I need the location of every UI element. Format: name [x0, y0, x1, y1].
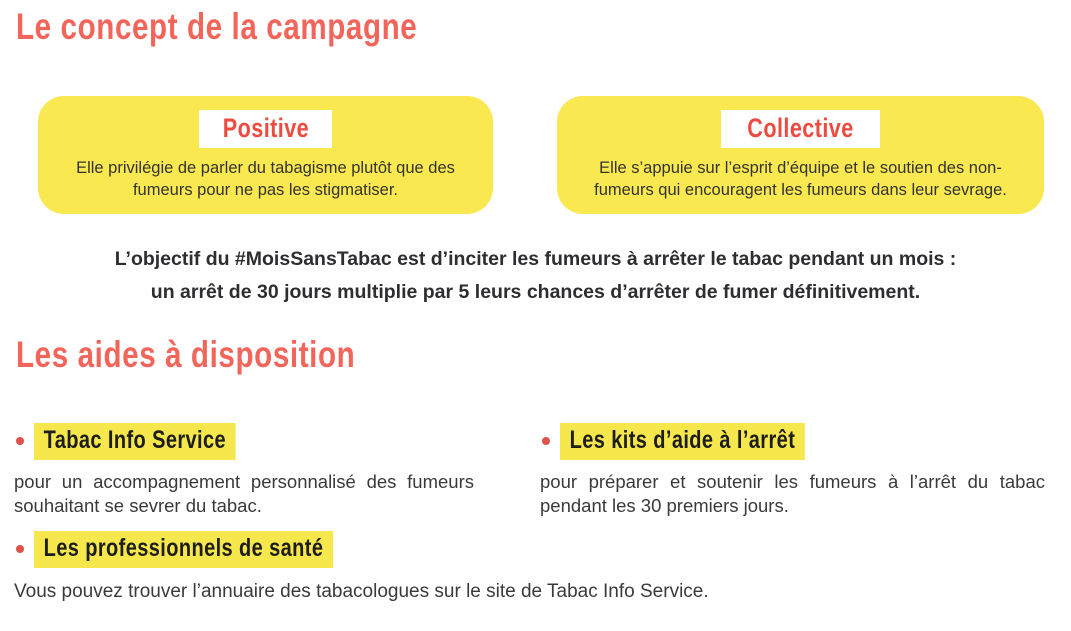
aid-description-professionnels-sante: Vous pouvez trouver l’annuaire des tabacologues sur le site de Tabac Info Service.: [14, 581, 709, 602]
page-title-concept-text: Le concept de la campagne: [16, 6, 418, 47]
bullet-icon: [542, 437, 550, 445]
aid-item-professionnels-sante: [14, 530, 1054, 604]
bullet-icon: [16, 545, 24, 553]
concept-box-collective-text: Elle s’appuie sur l’esprit d’équipe et le soutien des non-fumeurs qui encouragent les fumeurs dans leur sevrage.: [594, 159, 1007, 199]
page-title-aides: [16, 334, 440, 376]
aid-description-tabac-info-service: pour un accompagnement personnalisé des fumeurs souhaitant se sevrer du tabac.: [14, 471, 474, 516]
objective-line-1: L’objectif du #MoisSansTabac est d’inciter les fumeurs à arrêter le tabac pendant un mois :: [114, 248, 957, 270]
concept-box-positive-label: Positive: [222, 113, 309, 143]
aid-label-professionnels-sante: Les professionnels de santé: [34, 531, 333, 568]
aid-description-kits-aide-arret: pour préparer et soutenir les fumeurs à l’arrêt du tabac pendant les 30 premiers jours.: [540, 471, 1045, 516]
concept-box-collective-label: Collective: [747, 113, 854, 143]
concept-boxes: [38, 96, 1044, 214]
aid-heading: [542, 422, 1049, 460]
concept-box-collective-chip: [721, 110, 880, 148]
aid-label-kits-aide-arret: Les kits d’aide à l’arrêt: [560, 423, 805, 460]
concept-box-positive-text: Elle privilégie de parler du tabagisme plutôt que des fumeurs pour ne pas les stigmatiser.: [76, 159, 455, 199]
page-title-concept: [16, 6, 518, 48]
bullet-icon: [16, 437, 24, 445]
concept-box-collective: [557, 96, 1044, 214]
page-title-aides-text: Les aides à disposition: [16, 334, 356, 375]
objective-statement: [0, 243, 1071, 309]
aid-item-kits-aide-arret: [540, 422, 1049, 518]
aides-columns: [14, 422, 1049, 518]
objective-line-2: un arrêt de 30 jours multiplie par 5 leurs chances d’arrêter de fumer définitivement.: [150, 281, 921, 303]
aid-heading: [16, 422, 492, 460]
concept-box-positive-chip: [199, 110, 333, 148]
aid-heading: [16, 530, 1054, 568]
concept-box-positive: [38, 96, 493, 214]
aid-item-tabac-info-service: [14, 422, 492, 518]
aid-label-tabac-info-service: Tabac Info Service: [34, 423, 236, 460]
